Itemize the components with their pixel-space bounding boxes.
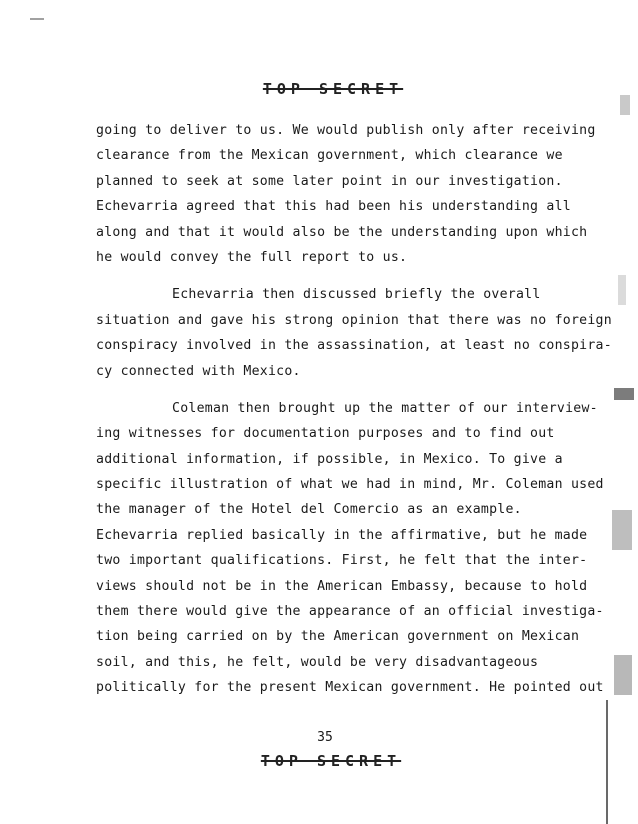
text-line: along and that it would also be the understanding upon which xyxy=(96,224,588,240)
paragraph xyxy=(96,282,612,384)
text-line: tion being carried on by the American government on Mexican xyxy=(96,629,580,645)
page-number: 35 xyxy=(317,730,333,745)
text-line: the manager of the Hotel del Comercio as an example. xyxy=(96,502,522,518)
text-line: Echevarria agreed that this had been his understanding all xyxy=(96,199,571,215)
text-line: situation and gave his strong opinion that there was no foreign xyxy=(96,312,612,328)
text-line: Echevarria then discussed briefly the overall xyxy=(172,287,541,303)
text-line: cy connected with Mexico. xyxy=(96,363,301,379)
text-line: ing witnesses for documentation purposes and to find out xyxy=(96,426,555,442)
scan-mark-right-1 xyxy=(614,388,634,400)
scan-noise-mid-right xyxy=(618,275,626,305)
text-line: he would convey the full report to us. xyxy=(96,249,408,265)
scan-noise-top-right xyxy=(620,95,630,115)
text-line: conspiracy involved in the assassination, at least no conspira- xyxy=(96,338,612,354)
classification-header: TOP SECRET xyxy=(262,80,404,98)
scan-noise-right-3 xyxy=(614,655,632,695)
text-line: soil, and this, he felt, would be very disadvantageous xyxy=(96,654,539,670)
text-line: clearance from the Mexican government, which clearance we xyxy=(96,148,563,164)
document-body xyxy=(96,118,612,701)
text-line: two important qualifications. First, he felt that the inter- xyxy=(96,553,588,569)
text-line: Echevarria replied basically in the affirmative, but he made xyxy=(96,527,588,543)
text-line: Coleman then brought up the matter of our interview- xyxy=(172,400,598,416)
text-line: planned to seek at some later point in our investigation. xyxy=(96,173,563,189)
paragraph-gap xyxy=(96,270,586,282)
text-line: additional information, if possible, in Mexico. To give a xyxy=(96,451,563,467)
text-line: specific illustration of what we had in mind, Mr. Coleman used xyxy=(96,477,604,493)
classification-footer: TOP SECRET xyxy=(260,752,402,770)
scan-noise-right-2 xyxy=(612,510,632,550)
scan-mark-top-left xyxy=(30,18,44,20)
paragraph xyxy=(96,396,604,701)
text-line: views should not be in the American Embassy, because to hold xyxy=(96,578,588,594)
paragraph-gap xyxy=(96,384,586,396)
text-line: politically for the present Mexican government. He pointed out xyxy=(96,680,604,696)
text-line: going to deliver to us. We would publish only after receiving xyxy=(96,123,596,138)
paragraph xyxy=(96,118,596,270)
text-line: them there would give the appearance of an official investiga- xyxy=(96,604,604,620)
